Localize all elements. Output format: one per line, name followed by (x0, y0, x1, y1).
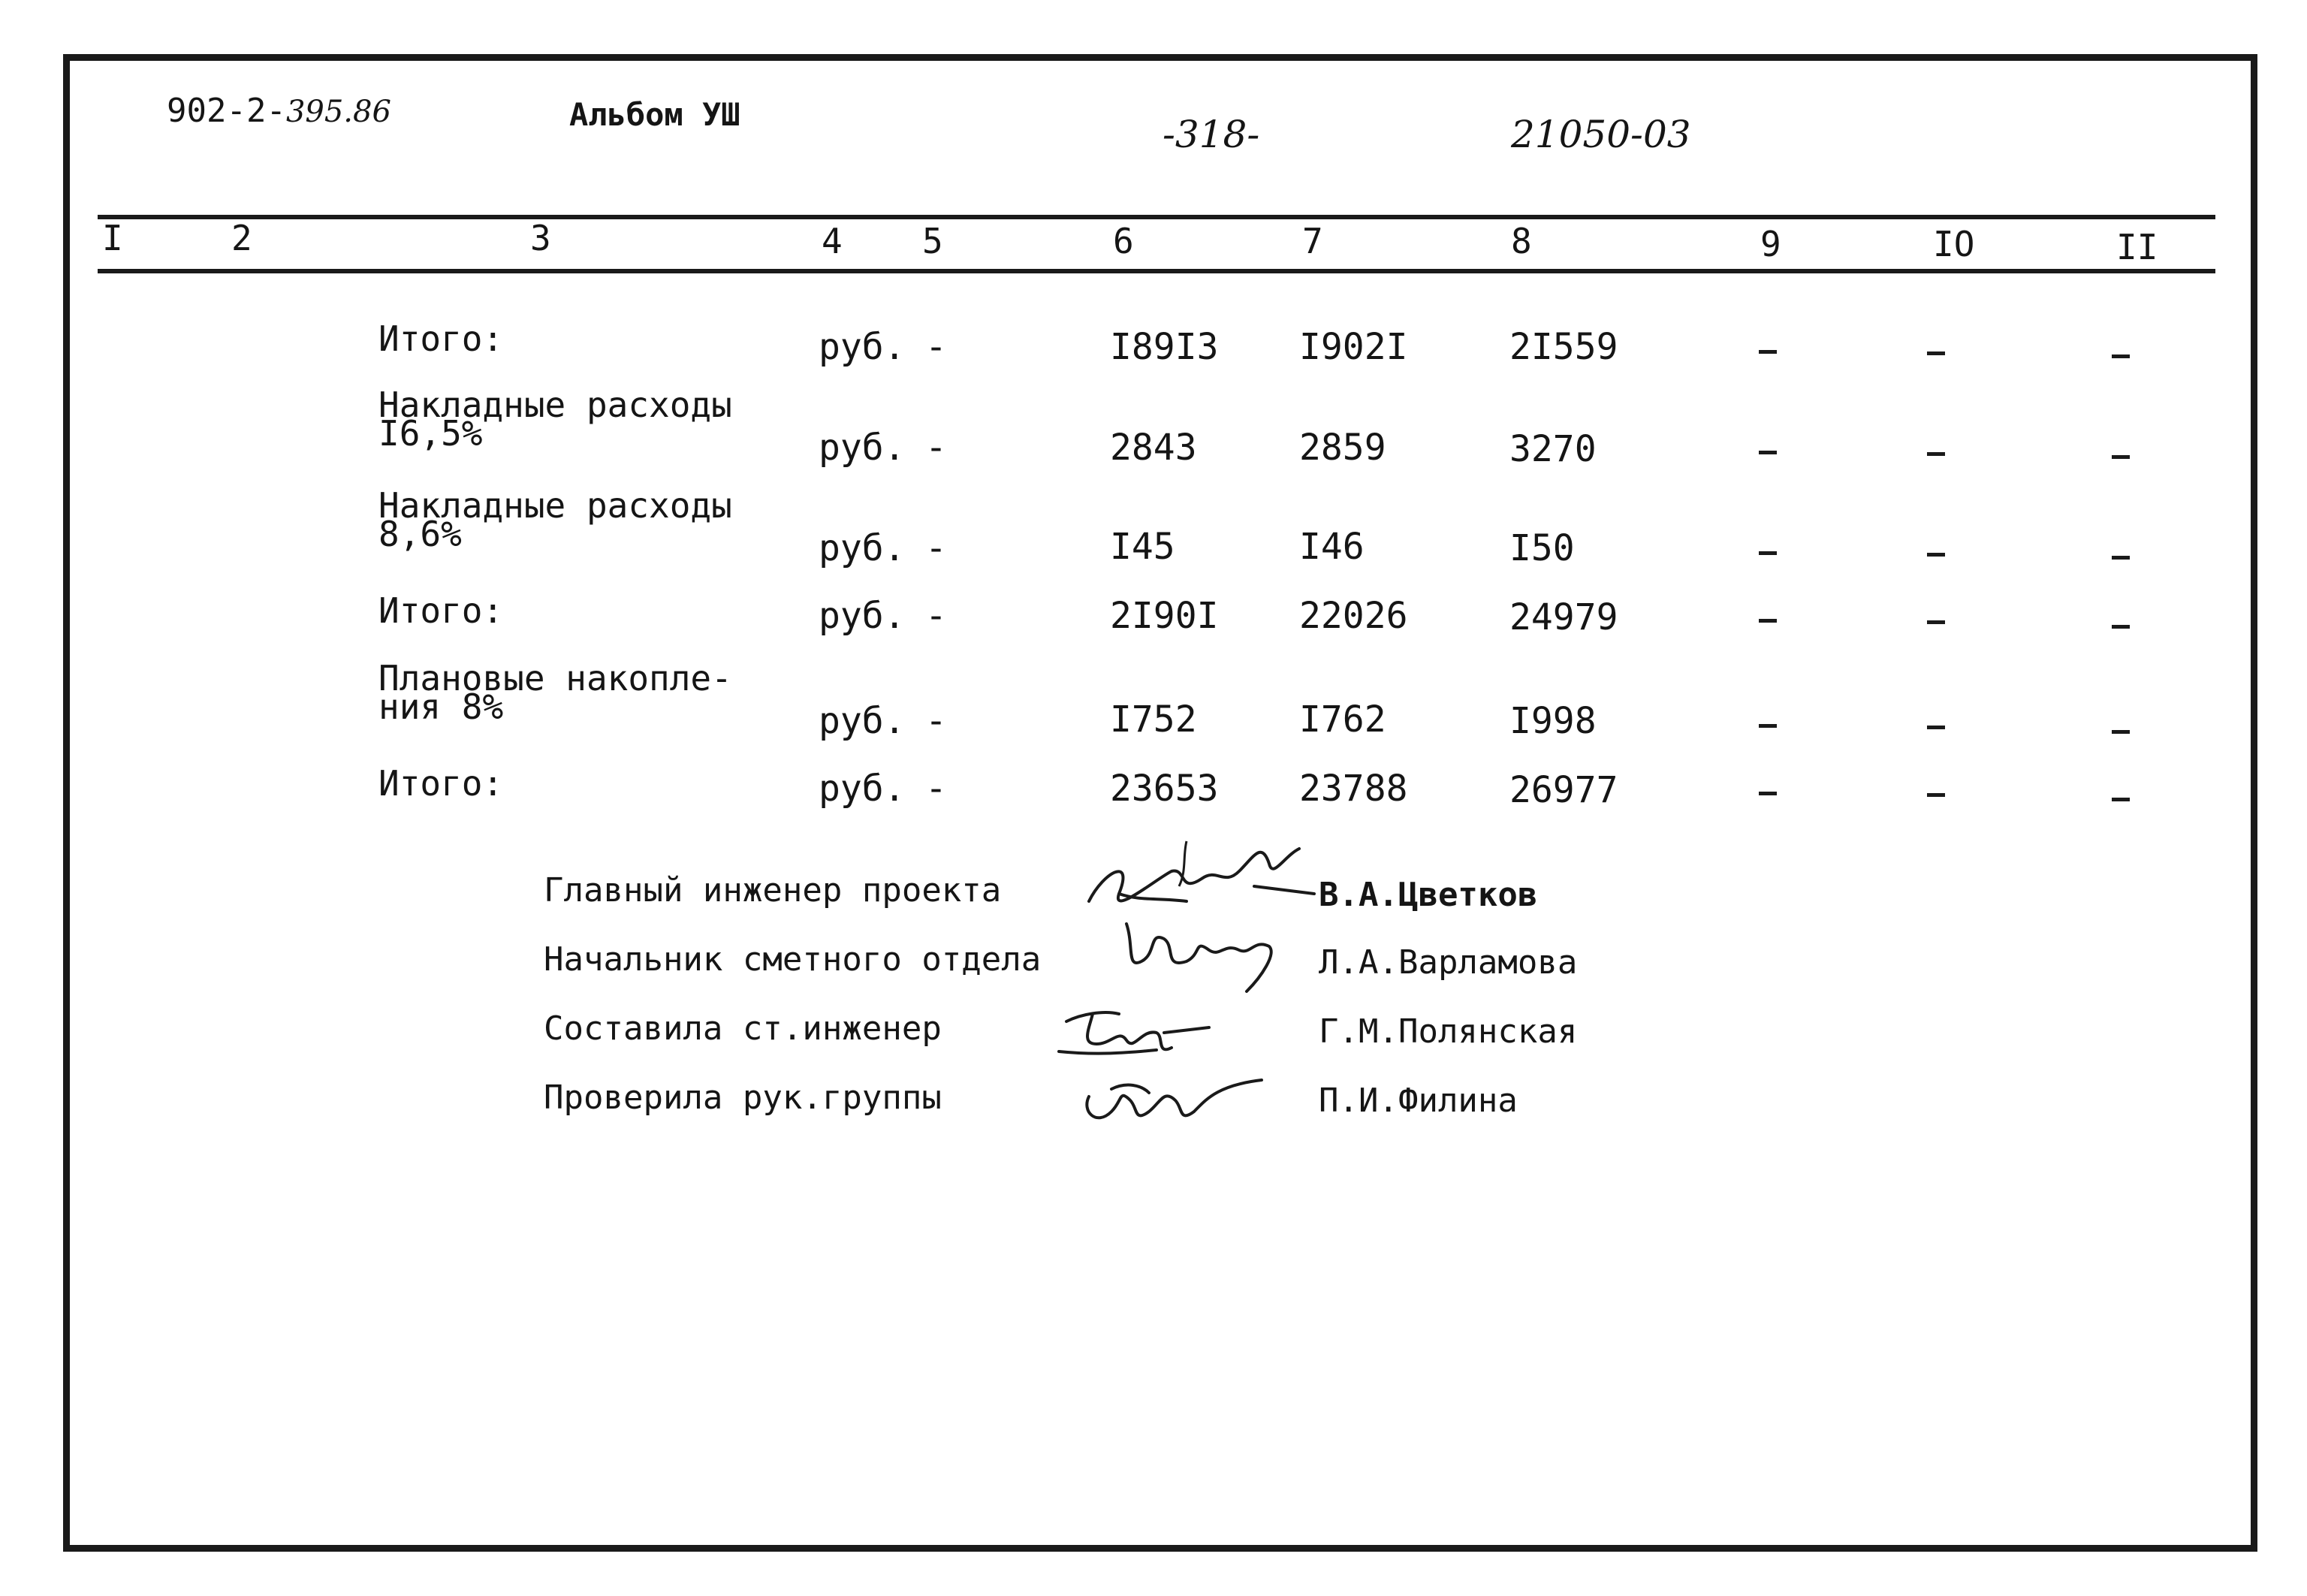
unit-cell: руб. (819, 427, 906, 469)
unit-cell: руб. (819, 595, 906, 637)
col11-dash (2112, 798, 2130, 801)
col5-cell: - (925, 427, 947, 469)
column-number: 8 (1511, 221, 1532, 261)
column-number: 4 (822, 221, 843, 261)
column-number: IO (1933, 224, 1975, 264)
unit-cell: руб. (819, 527, 906, 569)
project-code-handwritten: 395.86 (285, 95, 391, 129)
col7-cell: 2859 (1299, 427, 1386, 469)
col9-dash (1759, 619, 1777, 623)
project-code-printed: 902-2- (167, 92, 286, 130)
row-label: Итого: (378, 763, 504, 804)
col11-dash (2112, 556, 2130, 560)
col6-cell: I89I3 (1110, 326, 1219, 368)
row-label: Накладные расходы I6,5% (378, 385, 732, 454)
signature-name: П.И.Филина (1319, 1082, 1518, 1120)
col10-dash (1927, 553, 1945, 557)
col6-cell: 2843 (1110, 427, 1197, 469)
col11-dash (2112, 625, 2130, 629)
col9-dash (1759, 551, 1777, 555)
col8-cell: 24979 (1509, 596, 1618, 638)
col10-dash (1927, 351, 1945, 355)
col7-cell: 22026 (1299, 595, 1408, 637)
col8-cell: 26977 (1509, 769, 1618, 811)
col5-cell: - (925, 595, 947, 637)
col9-dash (1759, 724, 1777, 728)
signature-name: Л.А.Варламова (1319, 943, 1578, 982)
col7-cell: I762 (1299, 698, 1386, 741)
col10-dash (1927, 452, 1945, 456)
col7-cell: I902I (1299, 326, 1408, 368)
col6-cell: I45 (1110, 526, 1175, 568)
signature-scribble-3 (1051, 999, 1247, 1067)
signature-role: Начальник сметного отдела (544, 940, 1042, 979)
table-header-bottom-rule (98, 269, 2215, 273)
signature-name: В.А.Цветков (1319, 876, 1538, 914)
col8-cell: 3270 (1509, 428, 1597, 470)
col11-dash (2112, 455, 2130, 459)
col7-cell: I46 (1299, 526, 1365, 568)
column-number: I (102, 218, 123, 258)
col6-cell: 23653 (1110, 768, 1219, 810)
row-label: Накладные расходы 8,6% (378, 485, 732, 554)
col10-dash (1927, 793, 1945, 797)
album-label: Альбом УШ (569, 96, 740, 133)
column-number: II (2116, 227, 2158, 267)
signature-role: Составила ст.инженер (544, 1009, 942, 1048)
signature-scribble-2 (1111, 909, 1292, 999)
column-number: 9 (1760, 224, 1781, 264)
col5-cell: - (925, 527, 947, 569)
column-number: 5 (922, 221, 943, 261)
column-number: 6 (1113, 221, 1134, 261)
col9-dash (1759, 350, 1777, 354)
unit-cell: руб. (819, 700, 906, 742)
col7-cell: 23788 (1299, 768, 1408, 810)
signature-role: Проверила рук.группы (544, 1079, 942, 1117)
document-number: 21050-03 (1511, 113, 1691, 156)
col5-cell: - (925, 700, 947, 742)
col8-cell: I50 (1509, 527, 1575, 569)
col6-cell: 2I90I (1110, 595, 1219, 637)
col11-dash (2112, 354, 2130, 358)
col5-cell: - (925, 768, 947, 810)
unit-cell: руб. (819, 768, 906, 810)
row-label: Итого: (378, 318, 504, 359)
column-number: 2 (231, 218, 252, 258)
unit-cell: руб. (819, 326, 906, 368)
row-label: Итого: (378, 590, 504, 631)
col9-dash (1759, 451, 1777, 454)
col6-cell: I752 (1110, 698, 1197, 741)
col9-dash (1759, 792, 1777, 795)
signature-role: Главный инженер проекта (544, 871, 1002, 910)
table-top-rule (98, 215, 2215, 219)
page-number: -318- (1163, 113, 1260, 156)
row-label: Плановые накопле- ния 8% (378, 658, 732, 727)
col8-cell: I998 (1509, 700, 1597, 742)
col11-dash (2112, 730, 2130, 734)
signature-scribble-4 (1066, 1059, 1277, 1142)
col10-dash (1927, 726, 1945, 729)
col5-cell: - (925, 326, 947, 368)
col10-dash (1927, 620, 1945, 624)
column-number: 3 (530, 218, 551, 258)
column-number: 7 (1302, 221, 1323, 261)
project-code (167, 92, 391, 130)
signature-name: Г.М.Полянская (1319, 1012, 1578, 1051)
col8-cell: 2I559 (1509, 326, 1618, 368)
